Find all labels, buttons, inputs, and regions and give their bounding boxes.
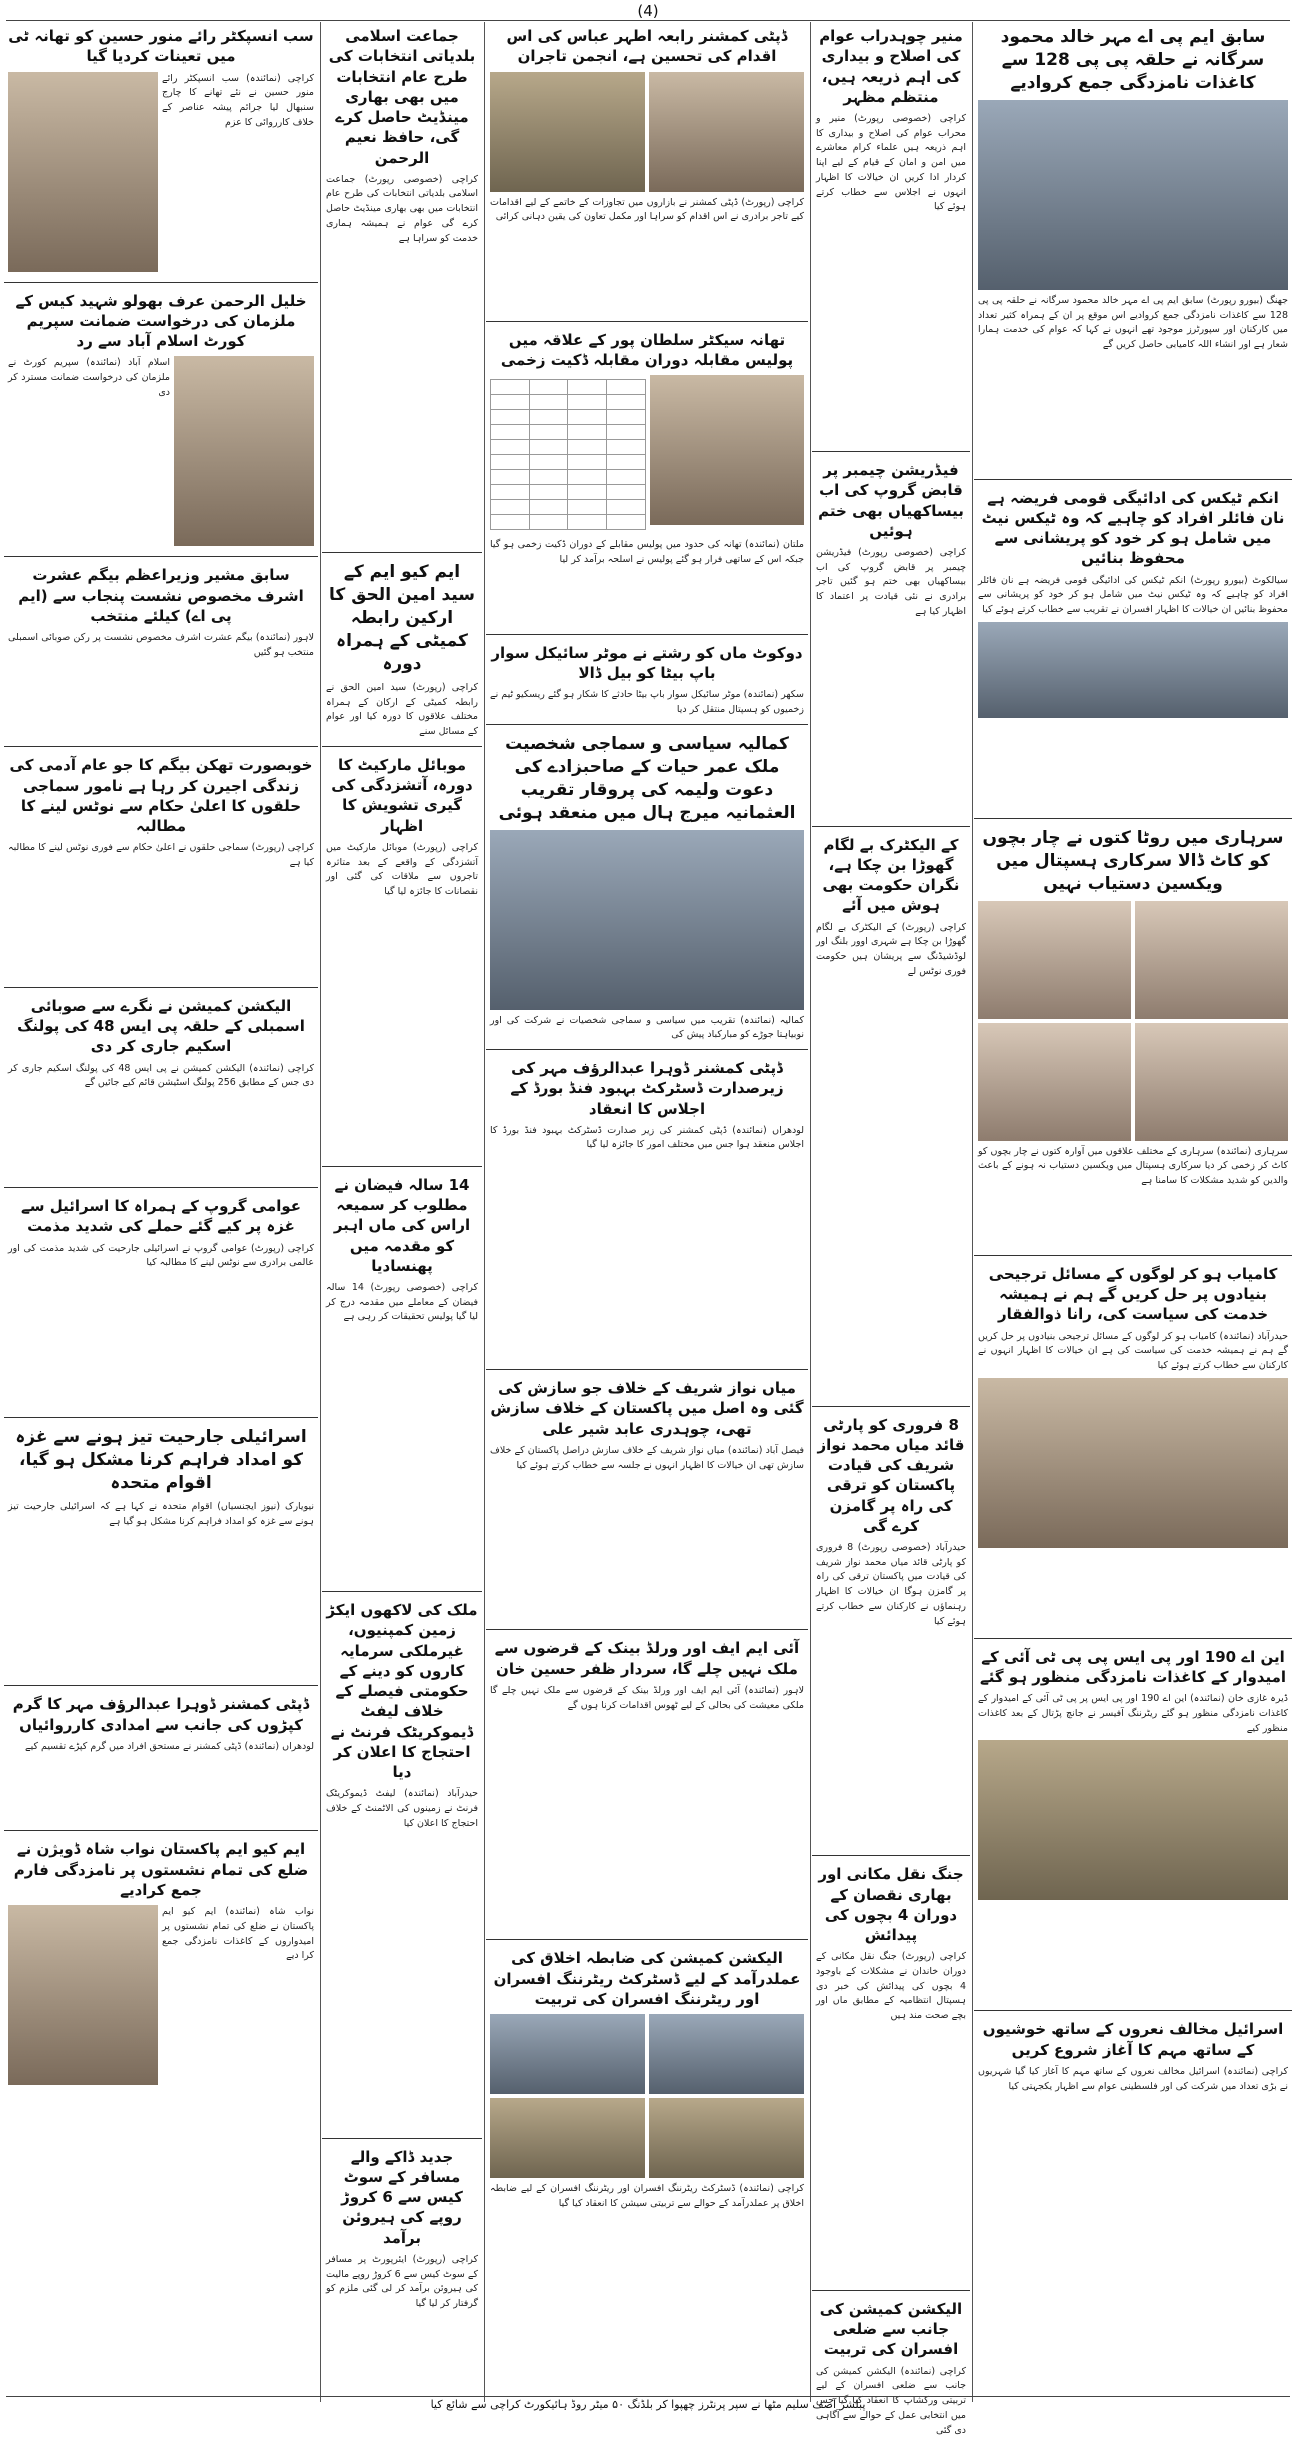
article-body: حیدرآباد (نمائندہ) کامیاب ہو کر لوگوں کے مسائل ترجیحی بنیادوں پر حل کریں گے ہم نے ہمیشہ خدمت کی سیاست کی ہے ان خیالات کا اظہار انہوں نے کارکنان سے خطاب کرتے ہوئے کیا [978,1330,1288,1371]
article-body-continued [978,722,1288,812]
story [322,26,482,553]
article-body-continued [816,1629,966,1849]
headline: جنگ نقل مکانی اور بھاری نقصان کے دوران 4 بچوں کی پیدائش [818,1865,964,1945]
headline: اسرائیل مخالف نعروں کے ساتھ خوشیوں کے ساتھ مہم کا آغاز شروع کریں [982,2020,1284,2059]
headline: کمالیہ سیاسی و سماجی شخصیت ملک عمر حیات کے صاحبزادے کی دعوت ولیمہ کی پروقار تقریب العثمانیہ میرج ہال میں منعقد ہوئی [498,733,796,823]
story [812,1415,970,1857]
article-body: سرہاری (نمائندہ) سرہاری کے مختلف علاقوں میں آوارہ کتوں نے چار بچوں کو کاٹ کر زخمی کر دیا سرکاری ہسپتال میں ویکسین دستیاب نہ ہونے کے باعث والدین کو شدید مشکلات کا سامنا ہے [978,1145,1288,1187]
article-body-continued [816,620,966,820]
group-photo [978,100,1288,290]
article-body: کراچی (رپورٹ) ڈپٹی کمشنر نے بازاروں میں تجاوزات کے خاتمے کے لیے اقدامات کیے تاجر برادری نے اس اقدام کو سراہا اور مکمل تعاون کی یقین دہانی کرائی [490,196,804,223]
story [486,330,808,635]
article-body-continued [8,660,314,740]
column-divider [972,22,973,2402]
column-5 [4,22,318,2402]
article-body-continued [8,871,314,981]
portrait-photo [8,72,158,272]
press-photo [978,1378,1288,1548]
headline: این اے 190 اور پی ایس پی پی ٹی آئی کے امیدوار کے کاغذات نامزدگی منظور ہو گئے [979,1647,1286,1686]
article-body: حیدرآباد (نمائندہ) لیفٹ ڈیموکریٹک فرنٹ نے زمینوں کی الاٹمنٹ کے خلاف احتجاج کا اعلان کیا [326,1788,478,1829]
page-number: (4) [637,2,659,20]
article-body: کمالیہ (نمائندہ) تقریب میں سیاسی و سماجی شخصیات نے شرکت کی اور نوبیاہتا جوڑے کو مبارکباد پیش کی [490,1014,804,1041]
article-body-continued [8,1091,314,1181]
story [4,755,318,987]
article-body: کراچی (خصوصی رپورٹ) منیر و محراب عوام کی اصلاح و بیداری کا اہم ذریعہ ہیں علماء کرام معاشرے میں امن و امان کے قیام کے لیے اپنا کردار ادا کریں ان خیالات کا اظہار انہوں نے اجلاس سے خطاب کرتے ہوئے کیا [816,113,966,213]
child-photo [978,901,1131,1019]
article-body: جھنگ (بیورو رپورٹ) سابق ایم پی اے مہر خالد محمود سرگانہ نے حلقہ پی پی 128 سے کاغذات نامزدگی جمع کروادیے اس موقع پر ان کے ہمراہ کثیر تعداد میں کارکنان اور سپورٹرز موجود تھے انہوں نے کہا کہ عوام کی خدمت ہمارا شعار ہے اور انشاء اللہ کامیابی حاصل کریں گے [978,294,1288,350]
story [4,1839,318,2095]
official-photo [649,72,804,192]
training-photo [490,2098,645,2178]
article-body-continued [490,1153,804,1363]
story [974,1647,1292,2012]
article-body: کراچی (رپورٹ) موبائل مارکیٹ میں آتشزدگی کے واقعے کے بعد متاثرہ تاجروں سے ملاقات کی گئی اور نقصانات کا جائزہ لیا گیا [326,841,478,898]
story [486,1948,808,2217]
story [486,1378,808,1630]
article-body: نواب شاہ (نمائندہ) ایم کیو ایم پاکستان نے ضلع کی تمام نشستوں پر امیدواروں کے کاغذات نامزدگی جمع کرا دیے [162,1906,314,1962]
headline: موبائل مارکیٹ کا دورہ، آتشزدگی کی گیری تشویش کا اظہار [331,755,473,835]
article-body-continued [326,1325,478,1585]
article-body-continued [978,1189,1288,1249]
article-body: کراچی (نمائندہ) ڈسٹرکٹ ریٹرننگ افسران اور ریٹرننگ افسران کے لیے ضابطہ اخلاق پر عملدرآمد کے حوالے سے تربیتی سیشن کا انعقاد کیا گیا [490,2183,804,2209]
training-photo [490,2014,645,2094]
story [486,1638,808,1940]
headline: جدید ڈاکے والے مسافر کے سوٹ کیس سے 6 کروڑ روپے کی ہیروئن برآمد [341,2147,463,2247]
child-photo [1135,901,1288,1019]
headline: میاں نواز شریف کے خلاف جو سازش کی گئی وہ اصل میں پاکستان کے خلاف سازش تھی، چوہدری عابد شیر علی [490,1379,804,1438]
headline: آئی ایم ایف اور ورلڈ بینک کے قرضوں سے ملک نہیں چلے گا، سردار ظفر حسین خان [494,1639,800,1678]
child-photo [1135,1023,1288,1141]
article-body-continued [8,1529,314,1679]
story [812,460,970,827]
article-body-continued [326,900,478,1160]
column-divider [320,22,321,2402]
column-2 [812,22,970,2436]
headline: کے الیکٹرک بے لگام گھوڑا بن چکا ہے، نگران حکومت بھی ہوش میں آئے [822,835,960,915]
publisher-footer: پبلشر آصف سلیم مٹھا نے سپر پرنٹرز چھپوا کر بلڈنگ ۵۰ میٹر روڈ ہائیکورٹ کراچی سے شائع کیا [430,2398,866,2411]
headline: 14 سالہ فیضان نے مطلوب کر سمیعہ اراس کی ماں اہبر کو مقدمہ میں پھنسادیا [333,1175,471,1275]
column-divider [810,22,811,2402]
story [486,733,808,1050]
article-body: کراچی (رپورٹ) ایئرپورٹ پر مسافر کے سوٹ کیس سے 6 کروڑ روپے مالیت کی ہیروئن برآمد کر لی گئی ملزم کو گرفتار کر لیا گیا [326,2253,478,2309]
headline: سابق مشیر وزیراعظم بیگم عشرت اشرف مخصوص نشست پنجاب سے (ایم پی اے) کیلئے منتخب [18,566,304,625]
article-body: لودھراں (نمائندہ) ڈپٹی کمشنر نے مستحق افراد میں گرم کپڑے تقسیم کیے [25,1740,314,1752]
article-body-continued [816,2024,966,2284]
story [812,26,970,452]
headline: الیکشن کمیشن کی ضابطہ اخلاق کی عملدرآمد کے لیے ڈسٹرکٹ ریٹرننگ افسران اور ریٹرننگ افسران کی تربیت [493,1949,801,2008]
headline: ڈپٹی کمشنر رابعہ اطہر عباس کی اس اقدام کی تحسین ہے، انجمن تاجران [506,27,788,66]
story [4,1426,318,1686]
column-4 [322,22,482,2402]
story [4,1694,318,1831]
headline: دوکوٹ ماں کو رشتے نے موٹر سائیکل سوار باپ بیٹا کو بیل ڈالا [491,643,803,683]
article-body: نیویارک (نیوز ایجنسیاں) اقوام متحدہ نے کہا ہے کہ اسرائیلی جارحیت تیز ہونے سے غزہ کو امداد فراہم کرنا مشکل ہو گیا ہے [8,1500,314,1527]
headline: تھانہ سیکٹر سلطان پور کے علاقہ میں پولیس مقابلہ دوران مقابلہ ڈکیت زخمی [500,330,794,370]
article-body: فیصل آباد (نمائندہ) میاں نواز شریف کے خلاف سازش دراصل پاکستان کے خلاف سازش تھی ان خیالات کا اظہار انہوں نے جلسہ سے خطاب کرتے ہوئے کیا [490,1444,804,1471]
headline: سابق ایم پی اے مہر خالد محمود سرگانہ نے حلقہ پی پی 128 سے کاغذات نامزدگی جمع کروادیے [1000,27,1266,93]
article-body-continued [490,1473,804,1623]
headline: ایم کیو ایم پاکستان نواب شاہ ڈویژن نے ضلع کی تمام نشستوں پر نامزدگی فارم جمع کرادیے [13,1840,309,1899]
article-body-continued [978,1904,1288,2004]
headline: فیڈریشن چیمبر پر قابض گروپ کی اب بیساکھیاں بھی ختم ہوئیں [818,461,964,540]
column-3 [486,22,808,2402]
article-body-continued [490,1713,804,1933]
headline: جماعت اسلامی بلدیاتی انتخابات کی طرح عام انتخابات میں بھی بھاری مینڈیٹ حاصل کرے گی، حافظ نعیم الرحمن [328,27,476,167]
story [974,488,1292,819]
article-body-continued [816,215,966,445]
story [4,996,318,1188]
story [812,2299,970,2444]
article-body-continued [490,568,804,628]
story [322,2147,482,2318]
article-body-continued [8,1271,314,1411]
article-body: کراچی (خصوصی رپورٹ) 14 سالہ فیضان کے معاملے میں مقدمہ درج کر لیا گیا پولیس تحقیقات کر رہی ہے [326,1282,478,1323]
headline: الیکشن کمیشن نے نگرے سے صوبائی اسمبلی کے حلقہ پی ایس 48 کی پولنگ اسکیم جاری کر دی [17,996,305,1056]
article-body: کراچی (نمائندہ) سب انسپکٹر رائے منور حسین نے نئے تھانے کا چارج سنبھال لیا جرائم پیشہ عناصر کے خلاف کارروائی کا عزم [162,72,314,128]
headline: ڈپٹی کمشنر ڈوہرا عبدالرؤف مہر کا گرم کپڑوں کی جانب سے امدادی کارروائیاں [12,1695,310,1734]
official-photo [490,72,645,192]
story [486,643,808,725]
story [322,755,482,1167]
headline: اسرائیلی جارحیت تیز ہونے سے غزہ کو امداد فراہم کرنا مشکل ہو گیا، اقوام متحدہ [15,1427,307,1493]
headline: ڈپٹی کمشنر ڈوہرا عبدالرؤف مہر کی زیرصدارت ڈسٹرکٹ بہبود فنڈ بورڈ کے اجلاس کا انعقاد [510,1059,784,1118]
story [974,1264,1292,1639]
column-divider [484,22,485,2402]
bottom-rule [6,2396,1290,2397]
headline: خوبصورت تھکن بیگم کا جو عام آدمی کی زندگی اجیرن کر رہا ہے نامور سماجی حلقوں کا اعلیٰ حکام سے نوٹس لینے کا مطالبہ [9,756,313,836]
training-photo [649,2098,804,2178]
article-body-continued [8,1754,314,1824]
child-photo [978,1023,1131,1141]
story [322,561,482,747]
article-body: کراچی (رپورٹ) سماجی حلقوں نے اعلیٰ حکام سے فوری نوٹس لینے کا مطالبہ کیا ہے [8,842,314,869]
headline: ملک کی لاکھوں ایکڑ زمین کمپنیوں، غیرملکی سرمایہ کاروں کو دینے کے حکومتی فیصلے کے خلاف لیفٹ ڈیموکریٹک فرنٹ نے احتجاج کا اعلان کر دیا [326,1601,478,1782]
headline: کامیاب ہو کر لوگوں کے مسائل ترجیحی بنیادوں پر حل کریں گے ہم نے ہمیشہ خدمت کی سیاست کی، رانا ذوالفقار [988,1264,1278,1324]
headline: خلیل الرحمن عرف بھولو شہید کیس کے ملزمان کی درخواست ضمانت سپریم کورٹ اسلام آباد سے رد [15,291,307,350]
article-body: ملتان (نمائندہ) تھانہ کی حدود میں پولیس مقابلے کے دوران ڈکیت زخمی ہو گیا جبکہ اس کے ساتھی فرار ہو گئے پولیس نے اسلحہ برآمد کر لیا [490,539,804,566]
article-body: کراچی (نمائندہ) الیکشن کمیشن کی جانب سے ضلعی افسران کے لیے تربیتی ورکشاپ کا انعقاد کیا گیا جس میں انتخابی عمل کے حوالے سے آگاہی دی گئی [816,2365,966,2436]
story [486,1058,808,1370]
column-1 [974,22,1292,2402]
article-body: کراچی (رپورٹ) جنگ نقل مکانی کے دوران خاندان نے مشکلات کے باوجود 4 بچوں کی پیدائش کی خبر دی ہسپتال انتظامیہ کے مطابق ماں اور بچے صحت مند ہیں [816,1951,966,2022]
headline: سب انسپکٹر رائے منور حسین کو تھانہ ٹی میں تعینات کردیا گیا [8,27,314,66]
top-rule [6,20,1290,21]
article-body: کراچی (رپورٹ) عوامی گروپ نے اسرائیلی جارحیت کی شدید مذمت کی اور عالمی برادری سے نوٹس لینے کا مطالبہ کیا [8,1242,314,1269]
article-body: سیالکوٹ (بیورو رپورٹ) انکم ٹیکس کی ادائیگی قومی فریضہ ہے نان فائلر افراد کو چاہیے کہ وہ ٹیکس نیٹ میں شامل ہو کر خود کو پریشانی سے محفوظ بنائیں ان خیالات کا اظہار افسران نے تقریب سے خطاب کرتے ہوئے کیا [978,574,1288,616]
article-body-continued [326,1832,478,2132]
article-body: سکھر (نمائندہ) موٹر سائیکل سوار باپ بیٹا حادثے کا شکار ہو گئے ریسکیو ٹیم نے زخمیوں کو ہسپتال منتقل کر دیا [490,689,804,716]
story [4,291,318,558]
story [974,26,1292,480]
article-body-continued [978,353,1288,473]
article-body: کراچی (خصوصی رپورٹ) فیڈریشن چیمبر پر قابض گروپ کی اب بیساکھیاں بھی ختم ہو گئیں تاجر برادری نے نئی قیادت پر اعتماد کا اظہار کیا ہے [816,547,966,617]
story [974,2019,1292,2100]
story [812,1864,970,2291]
headline: انکم ٹیکس کی ادائیگی قومی فریضہ ہے نان فائلر افراد کو چاہیے کہ وہ ٹیکس نیٹ میں شامل ہو کر خود کو پریشانی سے محفوظ بنائیں [981,488,1285,568]
article-body: لودھراں (نمائندہ) ڈپٹی کمشنر کی زیر صدارت ڈسٹرکٹ بہبود فنڈ بورڈ کا اجلاس منعقد ہوا جس میں مختلف امور کا جائزہ لیا گیا [490,1124,804,1151]
incident-photo [650,375,805,525]
article-body-continued [326,246,478,546]
portrait-photo [174,356,314,546]
portrait-photo [8,1905,158,2085]
story [4,565,318,747]
article-body: کراچی (نمائندہ) اسرائیل مخالف نعروں کے ساتھ مہم کا آغاز کیا گیا شہریوں نے بڑی تعداد میں شرکت کی اور فلسطینی عوام سے اظہار یکجہتی کیا [978,2065,1288,2092]
headline: ایم کیو ایم کے سید امین الحق کا ارکین رابطہ کمیٹی کے ہمراہ دورہ [329,562,475,675]
article-body-continued [816,980,966,1400]
story [322,1175,482,1592]
data-table [490,379,646,530]
article-body: کراچی (نمائندہ) الیکشن کمیشن نے پی ایس 48 کی پولنگ اسکیم جاری کر دی جس کے مطابق 256 پولنگ اسٹیشن قائم کیے جائیں گے [8,1062,315,1089]
headline: الیکشن کمیشن کی جانب سے ضلعی افسران کی تربیت [819,2299,963,2359]
training-photo [649,2014,804,2094]
article-body: حیدرآباد (خصوصی رپورٹ) 8 فروری کو پارٹی قائد میاں محمد نواز شریف کی قیادت میں پاکستان ترقی کی راہ پر گامزن ہوگا ان خیالات کا اظہار رہنماؤں نے کارکنان سے خطاب کرتے ہوئے کیا [816,1542,966,1627]
article-body: کراچی (رپورٹ) سید امین الحق نے رابطہ کمیٹی کے ارکان کے ہمراہ مختلف علاقوں کا دورہ کیا اور عوام کے مسائل سنے [326,682,478,738]
article-body: کراچی (خصوصی رپورٹ) جماعت اسلامی بلدیاتی انتخابات کی طرح عام انتخابات میں بھی بھاری مینڈیٹ حاصل کرے گی عوام نے ہمیشہ ہماری خدمت کو سراہا ہے [326,173,478,244]
office-photo [978,1740,1288,1900]
story [322,1600,482,2138]
headline: سرہاری میں روٹا کتوں نے چار بچوں کو کاٹ ڈالا سرکاری ہسپتال میں ویکسین دستیاب نہیں [982,827,1284,894]
article-body: لاہور (نمائندہ) بیگم عشرت اشرف مخصوص نشست پر رکن صوبائی اسمبلی منتخب ہو گئیں [8,632,314,658]
headline: 8 فروری کو پارٹی قائد میاں محمد نواز شریف کی قیادت پاکستان کو ترقی کی راہ پر گامزن کرے گی [817,1415,965,1535]
story [4,26,318,283]
headline: منیر چوہدراب عوام کی اصلاح و بیداری کی اہم ذریعہ ہیں، منتظم مظہر [819,27,963,106]
story [4,1196,318,1418]
meeting-photo [978,622,1288,718]
article-body-continued [978,1552,1288,1632]
article-body: ڈیرہ غازی خان (نمائندہ) این اے 190 اور پی ایس پر پی ٹی آئی کے امیدوار کے کاغذات نامزدگی منظور ہو گئے ریٹرننگ آفیسر نے جانچ پڑتال کے بعد کاغذات منظور کیے [978,1693,1288,1734]
wedding-photo [490,830,804,1010]
article-body-continued [490,225,804,315]
article-body: اسلام آباد (نمائندہ) سپریم کورٹ نے ملزمان کی درخواست ضمانت مسترد کر دی [8,357,170,398]
headline: عوامی گروپ کے ہمراہ کا اسرائیل سے غزہ پر کیے گئے حملے کی شدید مذمت [20,1197,302,1236]
story [486,26,808,322]
story [812,835,970,1407]
article-body: کراچی (رپورٹ) کے الیکٹرک بے لگام گھوڑا بن چکا ہے شہری اوور بلنگ اور لوڈشیڈنگ سے پریشان ہیں حکومت فوری نوٹس لے [816,921,966,977]
article-body: لاہور (نمائندہ) آئی ایم ایف اور ورلڈ بینک کے قرضوں سے ملک نہیں چلے گا ملکی معیشت کی بحالی کے لیے ٹھوس اقدامات کرنا ہوں گے [490,1684,804,1711]
story [974,827,1292,1256]
